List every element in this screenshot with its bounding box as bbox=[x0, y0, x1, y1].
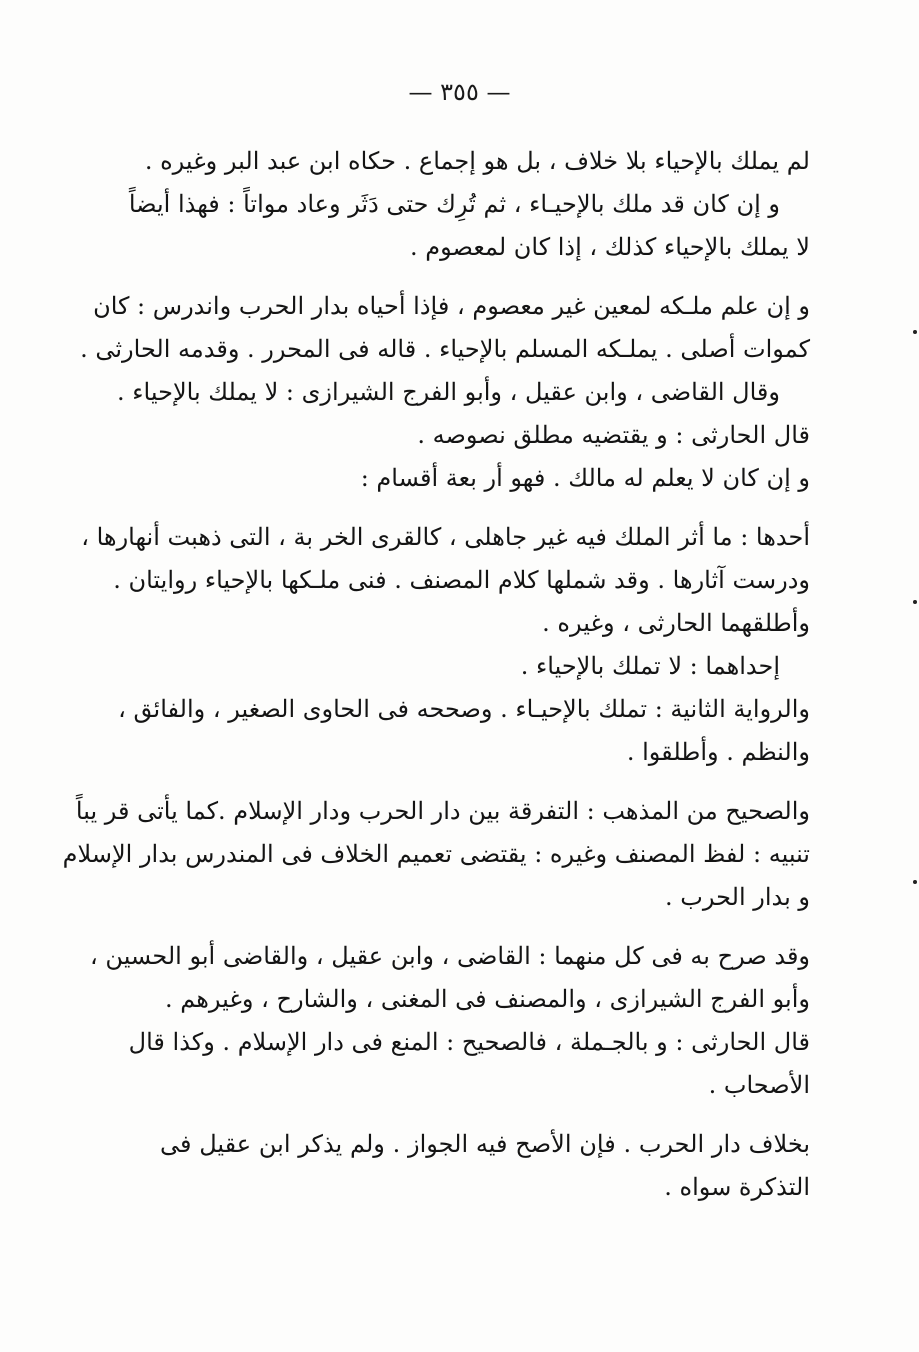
text-line: ودرست آثارها . وقد شملها كلام المصنف . فنى ملـكها بالإحياء روايتان . bbox=[113, 566, 810, 594]
margin-dot bbox=[913, 330, 917, 334]
margin-dot bbox=[913, 600, 917, 604]
text-line: و بدار الحرب . bbox=[665, 883, 810, 911]
text-line: لا يملك بالإحياء كذلك ، إذا كان لمعصوم . bbox=[410, 233, 810, 261]
text-line: تنبيه : لفظ المصنف وغيره : يقتضى تعميم الخلاف فى المندرس بدار الإسلام bbox=[62, 840, 810, 868]
text-line: وأطلقهما الحارثى ، وغيره . bbox=[542, 609, 810, 637]
text-line: والنظم . وأطلقوا . bbox=[626, 738, 810, 766]
text-line: كموات أصلى . يملـكه المسلم بالإحياء . قاله فى المحرر . وقدمه الحارثى . bbox=[80, 335, 810, 363]
text-line: وأبو الفرج الشيرازى ، والمصنف فى المغنى ، والشارح ، وغيرهم . bbox=[164, 985, 810, 1013]
text-line: بخلاف دار الحرب . فإن الأصح فيه الجواز . ولم يذكر ابن عقيل فى bbox=[160, 1130, 810, 1158]
body-text bbox=[62, 140, 810, 1209]
text-line: وقد صرح به فى كل منهما : القاضى ، وابن عقيل ، والقاضى أبو الحسين ، bbox=[90, 942, 810, 970]
text-line: الأصحاب . bbox=[708, 1071, 810, 1099]
text-line: والصحيح من المذهب : التفرقة بين دار الحرب ودار الإسلام .كما يأتى قر يباً bbox=[75, 797, 810, 825]
margin-dot bbox=[913, 880, 917, 884]
text-line: قال الحارثى : و يقتضيه مطلق نصوصه . bbox=[417, 421, 810, 449]
page-number: — ٣٥٥ — bbox=[408, 78, 511, 106]
text-line: وقال القاضى ، وابن عقيل ، وأبو الفرج الشيرازى : لا يملك بالإحياء . bbox=[117, 378, 780, 406]
text-line: والرواية الثانية : تملك بالإحيـاء . وصححه فى الحاوى الصغير ، والفائق ، bbox=[118, 695, 810, 723]
text-line: و إن علم ملـكه لمعين غير معصوم ، فإذا أحياه بدار الحرب واندرس : كان bbox=[93, 292, 810, 320]
text-line: و إن كان قد ملك بالإحيـاء ، ثم تُرِك حتى دَثَر وعاد مواتاً : فهذا أيضاً bbox=[128, 190, 780, 218]
text-line: التذكرة سواه . bbox=[664, 1173, 810, 1201]
text-line: و إن كان لا يعلم له مالك . فهو أر بعة أقسام : bbox=[360, 464, 810, 492]
text-line: إحداهما : لا تملك بالإحياء . bbox=[520, 652, 780, 680]
text-line: قال الحارثى : و بالجـملة ، فالصحيح : المنع فى دار الإسلام . وكذا قال bbox=[128, 1028, 810, 1056]
text-line: أحدها : ما أثر الملك فيه غير جاهلى ، كالقرى الخر بة ، التى ذهبت أنهارها ، bbox=[81, 523, 810, 551]
text-line: لم يملك بالإحياء بلا خلاف ، بل هو إجماع . حكاه ابن عبد البر وغيره . bbox=[144, 147, 810, 175]
